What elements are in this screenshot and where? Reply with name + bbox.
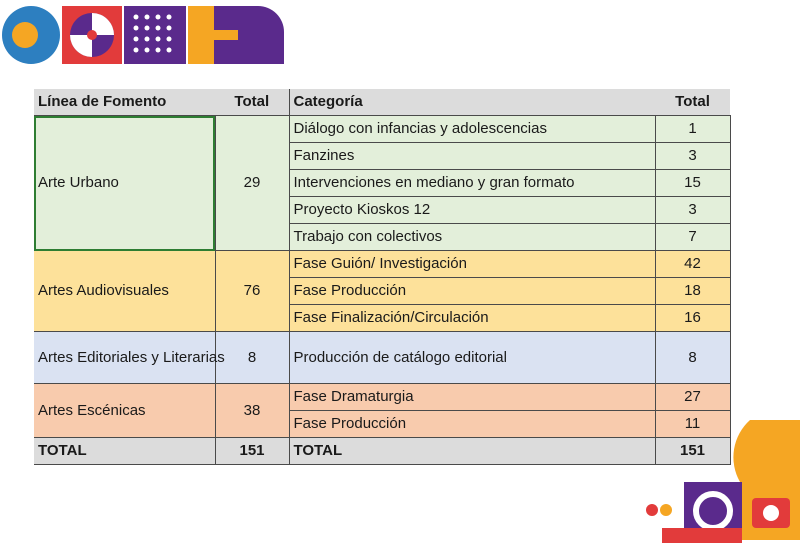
category-cell: Fase Guión/ Investigación bbox=[289, 251, 655, 278]
orange-dot-icon bbox=[660, 504, 672, 516]
category-cell: Fase Producción bbox=[289, 278, 655, 305]
table-row bbox=[34, 116, 730, 143]
header-total: Total bbox=[215, 89, 289, 116]
total-label: TOTAL bbox=[34, 438, 215, 465]
group-total: 76 bbox=[215, 251, 289, 332]
total-label: TOTAL bbox=[289, 438, 655, 465]
table-row bbox=[34, 384, 730, 411]
table-row bbox=[34, 251, 730, 278]
top-logo bbox=[0, 0, 290, 70]
category-cell: Fase Dramaturgia bbox=[289, 384, 655, 411]
group-name[interactable]: Arte Urbano bbox=[34, 116, 215, 251]
category-total: 8 bbox=[655, 332, 730, 384]
table-row bbox=[34, 332, 730, 384]
category-total: 27 bbox=[655, 384, 730, 411]
total-value: 151 bbox=[215, 438, 289, 465]
header-row bbox=[34, 89, 730, 116]
group-total: 38 bbox=[215, 384, 289, 438]
group-total: 29 bbox=[215, 116, 289, 251]
category-total: 3 bbox=[655, 197, 730, 224]
category-total: 7 bbox=[655, 224, 730, 251]
category-cell: Fase Producción bbox=[289, 411, 655, 438]
category-total: 42 bbox=[655, 251, 730, 278]
group-name: Artes Escénicas bbox=[34, 384, 215, 438]
fomento-table bbox=[34, 89, 731, 465]
category-cell: Trabajo con colectivos bbox=[289, 224, 655, 251]
category-total: 15 bbox=[655, 170, 730, 197]
total-value: 151 bbox=[655, 438, 730, 465]
total-row bbox=[34, 438, 730, 465]
header-categoria: Categoría bbox=[289, 89, 655, 116]
category-total: 18 bbox=[655, 278, 730, 305]
orange-dot-icon bbox=[12, 22, 38, 48]
category-total: 1 bbox=[655, 116, 730, 143]
header-total: Total bbox=[655, 89, 730, 116]
group-name: Artes Audiovisuales bbox=[34, 251, 215, 332]
group-total: 8 bbox=[215, 332, 289, 384]
category-cell: Fanzines bbox=[289, 143, 655, 170]
category-total: 11 bbox=[655, 411, 730, 438]
group-name: Artes Editoriales y Literarias bbox=[34, 332, 215, 384]
category-cell: Intervenciones en mediano y gran formato bbox=[289, 170, 655, 197]
category-cell: Producción de catálogo editorial bbox=[289, 332, 655, 384]
red-dot-icon bbox=[646, 504, 658, 516]
category-cell: Diálogo con infancias y adolescencias bbox=[289, 116, 655, 143]
category-total: 3 bbox=[655, 143, 730, 170]
category-total: 16 bbox=[655, 305, 730, 332]
category-cell: Proyecto Kioskos 12 bbox=[289, 197, 655, 224]
category-cell: Fase Finalización/Circulación bbox=[289, 305, 655, 332]
header-linea: Línea de Fomento bbox=[34, 89, 215, 116]
